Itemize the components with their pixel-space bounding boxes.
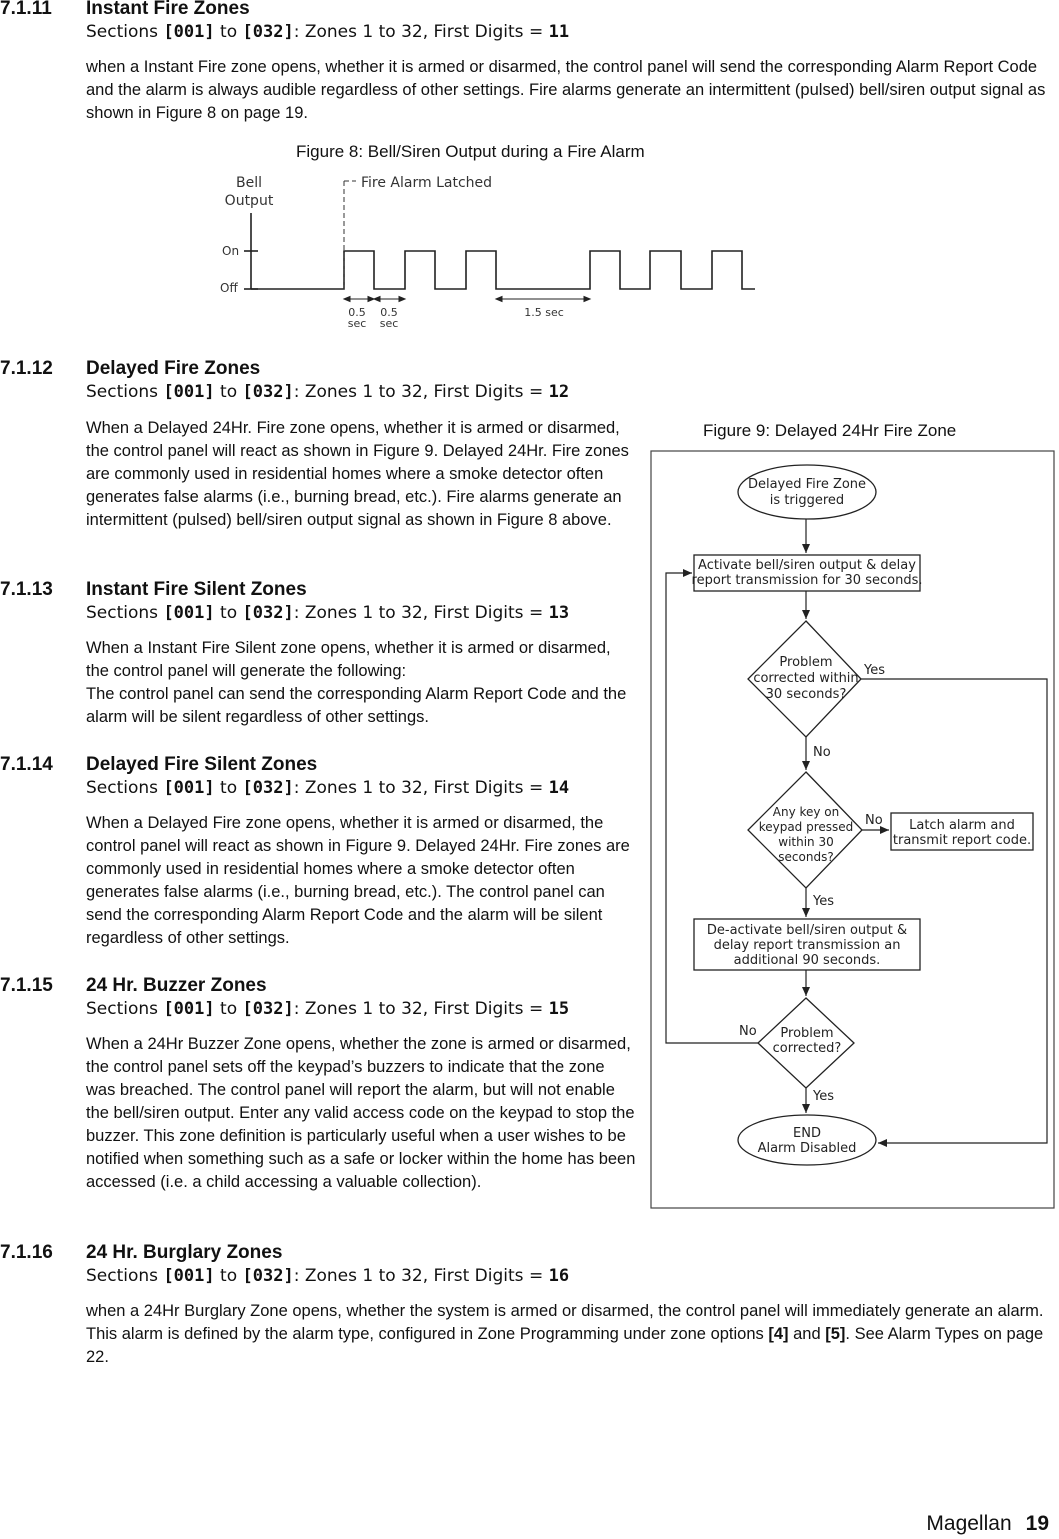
svg-text:Alarm Disabled: Alarm Disabled [757,1141,857,1156]
figure-8-caption: Figure 8: Bell/Siren Output during a Fire Alarm [296,142,645,161]
page-footer [926,1512,1049,1536]
section-title: Delayed Fire Zones [86,358,261,379]
svg-text:Latch alarm and: Latch alarm and [909,818,1015,833]
svg-text:Delayed Fire Zone: Delayed Fire Zone [747,477,867,492]
section-range-line: Sections [001] to [032]: Zones 1 to 32, First Digits = 14 [86,778,570,798]
section-number: 7.1.11 [0,0,52,19]
section-body: When a Delayed Fire zone opens, whether it is armed or disarmed, the control panel will react as shown in Figure 9. Delayed 24Hr. Fire zones are commonly used in residential homes where a smoke detector often generates false alarms (i.e., burning bread, etc.). The control panel can send the corresponding Alarm Report Code and the alarm will be silent regardless of other settings. [86,814,630,947]
pulse-duration-label: 0.5 [380,306,398,319]
section-range-line: Sections [001] to [032]: Zones 1 to 32, First Digits = 15 [86,999,570,1019]
section-title: 24 Hr. Buzzer Zones [86,975,267,996]
product-name: Magellan [926,1512,1012,1535]
pulse-duration-label: 0.5 [348,306,366,319]
section-number: 7.1.16 [0,1242,53,1263]
svg-text:30 seconds?: 30 seconds? [765,687,847,702]
svg-text:additional 90 seconds.: additional 90 seconds. [733,953,881,968]
section-body: When a Delayed 24Hr. Fire zone opens, whether it is armed or disarmed, the control panel will react as shown in Figure 9. Delayed 24Hr. Fire zones are commonly used in residential homes where a smoke detector often generates false alarms (i.e., burning bread, etc.). Fire alarms generate an intermittent (pulsed) bell/siren output signal as shown in Figure 8 above. [86,419,629,529]
section-title: Delayed Fire Silent Zones [86,754,318,775]
section-body: When a Instant Fire Silent zone opens, whether it is armed or disarmed, the control panel will generate the following: The control panel can send the corresponding Alarm Report Code and the alarm will be silent regardless of other settings. [86,639,627,726]
svg-text:Problem: Problem [780,1026,834,1041]
svg-text:De-activate bell/siren output: De-activate bell/siren output & [706,923,908,938]
yes-label: Yes [813,1089,834,1104]
section-number: 7.1.13 [0,579,53,600]
bell-output-label: Bell [236,175,262,191]
yes-bypass-line [861,679,1047,1143]
section-number: 7.1.12 [0,358,53,379]
svg-text:END: END [793,1126,821,1141]
svg-text:Problem: Problem [779,655,833,670]
bell-output-signal [251,251,755,289]
fire-alarm-latched-label: Fire Alarm Latched [361,175,493,191]
section-range-line: Sections [001] to [032]: Zones 1 to 32, First Digits = 16 [86,1266,570,1286]
section-body: when a 24Hr Burglary Zone opens, whether the system is armed or disarmed, the control panel will immediately generate an alarm. This alarm is defined by the alarm type, configured in Zone Programming under zone options [4] and [5]. See Alarm Types on page 22. [86,1302,1044,1366]
svg-text:corrected within: corrected within [753,671,859,686]
svg-text:delay report transmission an: delay report transmission an [713,938,901,953]
section-body: When a 24Hr Buzzer Zone opens, whether the zone is armed or disarmed, the control panel sets off the keypad’s buzzers to indicate that the zone was breached. The control panel will report the alarm, but will not enable the bell/siren output. Enter any valid access code on the keypad to stop the buzzer. This zone definition is particularly useful when a user wishes to be notified when something such as a safe or locker within the home has been accessed (i.e. a child accessing a valuable collection). [86,1035,636,1191]
no-label: No [739,1024,757,1039]
start-node [738,465,876,519]
section-body: when a Instant Fire zone opens, whether it is armed or disarmed, the control panel will send the corresponding Alarm Report Code and the alarm is always audible regardless of other settings. Fire alarms generate an intermittent (pulsed) bell/siren output signal as shown in Figure 8 on page 19. [86,58,1046,122]
svg-text:within 30: within 30 [778,835,834,849]
svg-text:keypad pressed: keypad pressed [758,820,854,834]
svg-text:corrected?: corrected? [772,1041,842,1056]
figure-9-caption: Figure 9: Delayed 24Hr Fire Zone [703,421,957,440]
svg-text:Any key on: Any key on [772,805,840,819]
figure-9-flowchart [650,450,1056,1210]
section-range-line: Sections [001] to [032]: Zones 1 to 32, First Digits = 12 [86,382,570,402]
svg-text:is triggered: is triggered [769,493,845,508]
section-title: Instant Fire Zones [86,0,250,19]
on-level-label: On [222,244,240,258]
no-loop-line [666,573,758,1043]
yes-label: Yes [864,663,885,678]
no-label: No [813,745,831,760]
no-label: No [865,813,883,828]
section-range-line: Sections [001] to [032]: Zones 1 to 32, First Digits = 11 [86,22,570,42]
off-level-label: Off [220,281,238,295]
page-number: 19 [1025,1512,1049,1535]
svg-text:Activate bell/siren output & d: Activate bell/siren output & delay [698,558,916,573]
section-title: Instant Fire Silent Zones [86,579,307,600]
svg-text:seconds?: seconds? [778,850,834,864]
figure-8-timing-diagram [210,168,790,338]
section-number: 7.1.14 [0,754,53,775]
pause-duration-label: 1.5 sec [524,306,564,319]
yes-label: Yes [813,894,834,909]
section-title: 24 Hr. Burglary Zones [86,1242,283,1263]
pulse-duration-unit: sec [379,317,399,330]
svg-text:report transmission for 30 sec: report transmission for 30 seconds. [691,573,923,588]
section-number: 7.1.15 [0,975,53,996]
pulse-duration-unit: sec [347,317,367,330]
svg-text:transmit report code.: transmit report code. [892,833,1032,848]
bell-output-label: Output [224,193,274,209]
section-range-line: Sections [001] to [032]: Zones 1 to 32, First Digits = 13 [86,603,570,623]
